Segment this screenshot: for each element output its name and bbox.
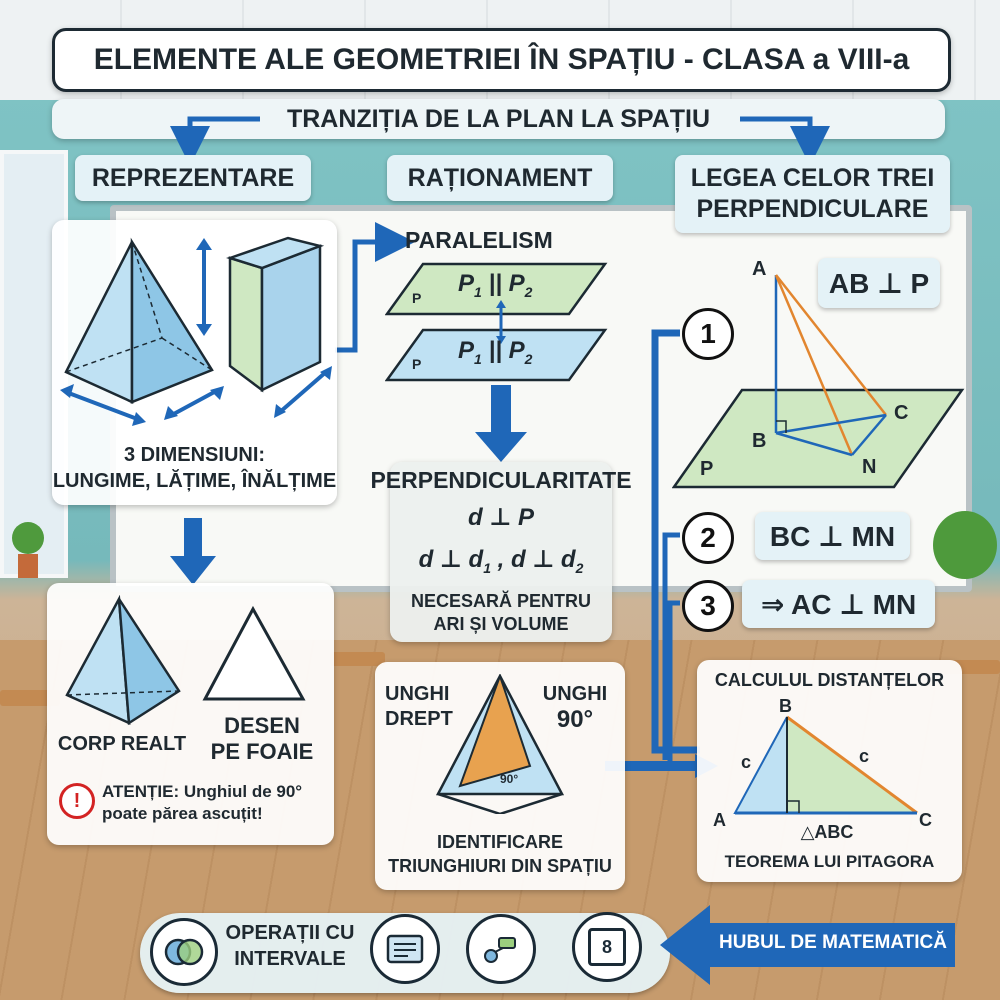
eq2-part-a: d ⊥ d	[418, 546, 484, 573]
warning-text	[102, 781, 332, 825]
representation-panel	[47, 583, 334, 845]
rel-sub-2: 2	[524, 283, 533, 300]
subtitle-text: TRANZIȚIA DE LA PLAN LA SPAȚIU	[286, 105, 711, 133]
point-c-label: C	[894, 402, 909, 424]
rel-sub-1: 1	[474, 350, 482, 367]
parallel-relation-top	[458, 270, 532, 300]
distances-heading: CALCULUL DISTANȚELOR	[714, 670, 945, 690]
warning-icon: !	[59, 783, 95, 819]
dimensions-line-2: LUNGIME, LĂȚIME, ÎNĂLȚIME	[52, 470, 337, 492]
perpendicularity-eq-2	[390, 545, 612, 576]
note-line-2: ARI ȘI VOLUME	[433, 614, 569, 634]
intervals-label[interactable]	[215, 920, 365, 972]
dimensions-panel	[52, 220, 337, 505]
perpendicularity-note	[390, 590, 612, 636]
point-a-label: A	[752, 258, 767, 280]
drawing-line-2: PE FOAIE	[210, 739, 314, 764]
brand-label: HUBUL DE MATEMATICĂ	[719, 932, 947, 953]
point-b-label: B	[752, 430, 767, 452]
pythagoras-triangle-illustration	[727, 705, 937, 820]
relation-ab-perp-p: AB ⊥ P	[818, 258, 940, 308]
parallel-relation-bottom	[458, 337, 532, 367]
venn-diagram-icon[interactable]	[150, 918, 218, 986]
angle-left-line-1: UNGHI	[385, 683, 450, 705]
form-document-icon[interactable]	[370, 914, 440, 984]
distances-panel	[697, 660, 962, 882]
calendar-number: 8	[588, 928, 626, 966]
drawing-line-1: DESEN	[224, 713, 300, 738]
column-header-representation: REPREZENTARE	[75, 155, 311, 201]
vertex-c-label: C	[919, 810, 932, 830]
header-line-2: PERPENDICULARE	[696, 195, 929, 223]
pyramid-prism-illustration	[52, 220, 337, 440]
point-n-label: N	[862, 456, 877, 478]
header-line-1: LEGEA CELOR TREI	[690, 164, 935, 192]
calendar-icon[interactable]	[572, 912, 642, 982]
page-title: ELEMENTE ALE GEOMETRIEI ÎN SPAȚIU - CLASA a VIII-a	[52, 28, 951, 92]
note-line-1: NECESARĂ PENTRU	[410, 591, 592, 611]
perpendicularity-heading: PERPENDICULARITATE	[370, 467, 632, 493]
side-left-label: c	[741, 752, 752, 772]
column-header-reasoning: RAȚIONAMENT	[387, 155, 613, 201]
relation-bc-perp-mn: BC ⊥ MN	[755, 512, 910, 560]
step-2-badge: 2	[682, 512, 734, 564]
rel-p: P	[458, 337, 475, 364]
vertex-b-label: B	[779, 696, 792, 716]
parallelism-heading: PARALELISM	[405, 227, 553, 253]
angle-caption-line-1: IDENTIFICARE	[437, 832, 563, 852]
step-1-badge: 1	[682, 308, 734, 360]
side-right-label: c	[859, 746, 870, 766]
rel-sep: ||	[481, 270, 509, 297]
dimensions-line-1: 3 DIMENSIUNI:	[123, 444, 266, 466]
rel-p2: P	[508, 337, 525, 364]
angle-caption	[375, 830, 625, 878]
pythagoras-label: TEOREMA LUI PITAGORA	[724, 852, 935, 871]
solid-label: CORP REALT	[57, 733, 187, 755]
angle-right-line-2: 90°	[556, 706, 594, 733]
angle-left-line-2: DREPT	[385, 708, 453, 730]
plane-label-top: P	[412, 290, 422, 306]
rel-sub-1: 1	[474, 283, 482, 300]
angle-right-line-1: UNGHI	[542, 683, 608, 705]
plane-p-label: P	[700, 458, 714, 480]
relation-ac-perp-mn: ⇒ AC ⊥ MN	[742, 580, 935, 628]
eq2-part-b: , d ⊥ d	[490, 546, 576, 573]
angle-inner-label: 90°	[500, 772, 519, 786]
rel-p2: P	[508, 270, 525, 297]
eq2-sub-2: 2	[575, 559, 584, 576]
intervals-line-1: OPERAȚII CU	[225, 922, 355, 944]
vertex-a-label: A	[713, 810, 726, 830]
rel-sub-2: 2	[524, 350, 533, 367]
perpendicularity-eq-1: d ⊥ P	[468, 504, 534, 531]
triangle-label: △ABC	[800, 822, 854, 842]
drawing-label	[202, 713, 322, 765]
intervals-line-2: INTERVALE	[234, 948, 346, 970]
dimensions-caption	[52, 442, 337, 494]
angle-panel	[375, 662, 625, 890]
step-3-badge: 3	[682, 580, 734, 632]
plane-label-bottom: P	[412, 356, 422, 372]
angle-caption-line-2: TRIUNGHIURI DIN SPAȚIU	[388, 856, 612, 876]
angle-right-label	[535, 682, 615, 732]
rel-p: P	[458, 270, 475, 297]
angle-left-label	[385, 682, 465, 732]
column-header-three-perpendiculars	[675, 155, 950, 233]
eq2-sub-1: 1	[483, 559, 491, 576]
data-science-icon[interactable]	[466, 914, 536, 984]
rel-sep: ||	[481, 337, 509, 364]
warning-line-1: ATENȚIE: Unghiul de 90°	[102, 782, 303, 801]
warning-line-2: poate părea ascuțit!	[102, 804, 263, 823]
